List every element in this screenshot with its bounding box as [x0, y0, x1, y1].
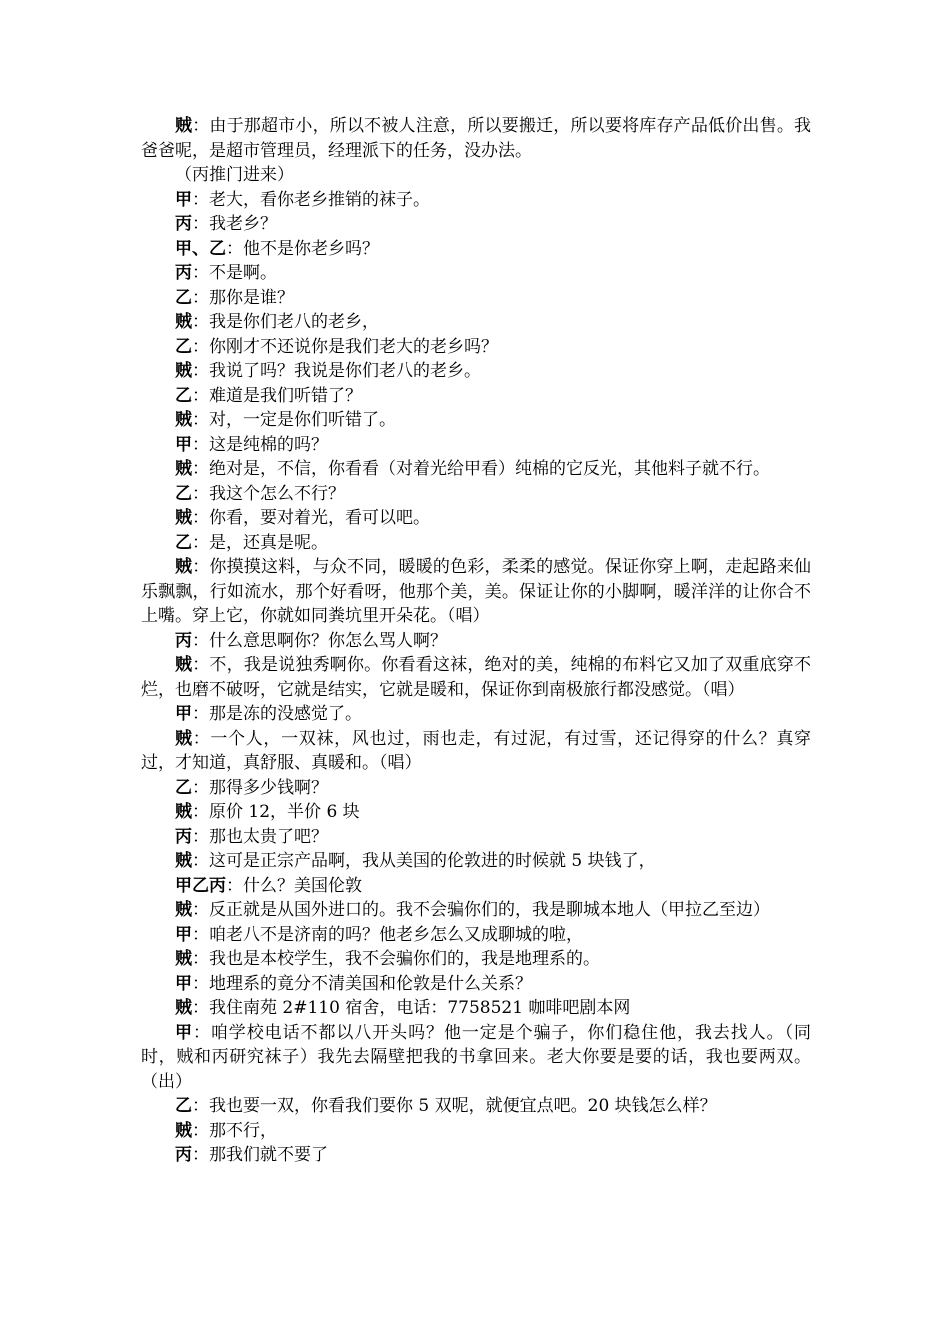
script-line [141, 408, 811, 433]
script-line [141, 800, 811, 825]
speaker-label: 贼 [175, 1120, 192, 1141]
script-line [141, 114, 811, 163]
speaker-label: 甲 [175, 434, 192, 455]
script-line [141, 702, 811, 727]
script-line [141, 947, 811, 972]
line-text: 那我们就不要了 [209, 1145, 328, 1165]
speaker-colon: ： [192, 434, 209, 455]
speaker-colon: ： [192, 655, 210, 675]
speaker-label: 乙 [175, 287, 192, 308]
line-text: 我这个怎么不行？ [209, 483, 345, 504]
script-line [141, 849, 811, 874]
line-text: 他不是你老乡吗？ [243, 238, 379, 259]
speaker-colon: ： [192, 312, 209, 332]
speaker-label: 乙 [175, 777, 192, 798]
speaker-label: 甲 [175, 973, 192, 994]
script-body [141, 114, 811, 1168]
script-line [141, 727, 811, 776]
script-line [141, 972, 811, 997]
speaker-label: 甲 [175, 924, 192, 945]
line-text: 地理系的竟分不清美国和伦敦是什么关系？ [209, 973, 532, 994]
script-line [141, 653, 811, 702]
speaker-colon: ： [192, 410, 209, 430]
speaker-label: 甲 [175, 1022, 193, 1043]
speaker-label: 丙 [175, 1145, 192, 1165]
speaker-colon: ： [192, 385, 209, 406]
script-line [141, 212, 811, 237]
script-line [141, 384, 811, 409]
script-line [141, 1021, 811, 1095]
speaker-label: 贼 [175, 851, 192, 871]
script-line [141, 359, 811, 384]
speaker-label: 甲乙丙 [175, 875, 226, 896]
speaker-label: 贼 [175, 949, 192, 969]
speaker-label: 丙 [175, 826, 192, 847]
script-line [141, 457, 811, 482]
speaker-label: 贼 [175, 998, 192, 1018]
speaker-colon: ： [192, 1096, 209, 1116]
line-text: 那是冻的没感觉了。 [209, 704, 362, 724]
speaker-label: 贼 [175, 802, 192, 822]
speaker-colon: ： [192, 973, 209, 994]
speaker-colon: ： [192, 998, 209, 1018]
line-text: 我住南苑 2#110 宿舍，电话：7758521 咖啡吧剧本网 [209, 998, 631, 1018]
script-line [141, 898, 811, 923]
speaker-colon: ： [192, 1022, 211, 1043]
line-text: 绝对是，不信，你看看（对着光给甲看）纯棉的它反光，其他料子就不行。 [209, 459, 770, 479]
line-text: 那也太贵了吧？ [209, 826, 328, 847]
speaker-colon: ： [192, 802, 209, 822]
line-text: 难道是我们听错了？ [209, 385, 362, 406]
speaker-colon: ： [192, 189, 209, 210]
speaker-label: 贼 [175, 116, 193, 136]
speaker-colon: ： [192, 1120, 209, 1141]
speaker-label: 贼 [175, 728, 193, 749]
script-line [141, 286, 811, 311]
line-text: 你摸摸这料，与众不同，暖暖的色彩，柔柔的感觉。保证你穿上啊，走起路来仙乐飘飘，行如流水，那个好看呀，他那个美，美。保证让你的小脚啊，暖洋洋的让你合不上嘴。穿上它，你就如同粪坑里开朵花。（唱） [141, 557, 812, 626]
speaker-label: 贼 [175, 312, 192, 332]
script-line [141, 506, 811, 531]
speaker-label: 甲 [175, 189, 192, 210]
speaker-label: 贼 [175, 410, 192, 430]
speaker-colon: ： [192, 851, 209, 871]
speaker-colon: ： [192, 459, 209, 479]
script-line [141, 261, 811, 286]
line-text: 我也是本校学生，我不会骗你们的，我是地理系的。 [209, 949, 600, 969]
speaker-label: 丙 [175, 630, 192, 651]
script-line [141, 482, 811, 507]
script-line [141, 629, 811, 654]
script-line [141, 531, 811, 556]
speaker-colon: ： [192, 728, 211, 749]
speaker-label: 贼 [175, 508, 192, 528]
script-line [141, 996, 811, 1021]
speaker-colon: ： [192, 924, 209, 945]
speaker-colon: ： [192, 361, 209, 381]
script-line [141, 1094, 811, 1119]
script-line [141, 923, 811, 948]
speaker-label: 丙 [175, 214, 192, 234]
speaker-colon: ： [192, 336, 209, 357]
speaker-label: 乙 [175, 336, 192, 357]
speaker-colon: ： [192, 116, 210, 136]
line-text: 这可是正宗产品啊，我从美国的伦敦进的时候就 5 块钱了， [209, 851, 656, 871]
speaker-colon: ： [192, 508, 209, 528]
speaker-label: 贼 [175, 655, 193, 675]
speaker-colon: ： [192, 214, 209, 234]
speaker-colon: ： [192, 557, 210, 577]
speaker-colon: ： [226, 875, 243, 896]
line-text: 对，一定是你们听错了。 [209, 410, 396, 430]
line-text: 由于那超市小，所以不被人注意，所以要搬迁，所以要将库存产品低价出售。我爸爸呢，是超市管理员，经理派下的任务，没办法。 [141, 116, 812, 161]
speaker-label: 乙 [175, 532, 192, 553]
line-text: 那得多少钱啊？ [209, 777, 328, 798]
line-text: 什么？美国伦敦 [243, 875, 362, 896]
line-text: 我是你们老八的老乡， [209, 312, 379, 332]
speaker-label: 乙 [175, 483, 192, 504]
speaker-label: 乙 [175, 385, 192, 406]
script-line [141, 874, 811, 899]
script-line [141, 237, 811, 262]
speaker-label: 贼 [175, 900, 192, 920]
script-line [141, 1143, 811, 1168]
speaker-colon: ： [192, 949, 209, 969]
script-line [141, 310, 811, 335]
speaker-colon: ： [192, 483, 209, 504]
script-line [141, 433, 811, 458]
line-text: 原价 12，半价 6 块 [209, 802, 360, 822]
script-line [141, 163, 811, 188]
speaker-colon: ： [192, 287, 209, 308]
speaker-colon: ： [192, 263, 209, 283]
line-text: 这是纯棉的吗？ [209, 434, 328, 455]
line-text: 我老乡？ [209, 214, 277, 234]
line-text: 咱老八不是济南的吗？他老乡怎么又成聊城的啦， [209, 924, 583, 945]
line-text: 我也要一双，你看我们要你 5 双呢，就便宜点吧。20 块钱怎么样？ [209, 1096, 717, 1116]
line-text: 不是啊。 [209, 263, 277, 283]
line-text: 那你是谁？ [209, 287, 294, 308]
line-text: 你看，要对着光，看可以吧。 [209, 508, 430, 528]
speaker-label: 贼 [175, 459, 192, 479]
script-line [141, 188, 811, 213]
script-line [141, 825, 811, 850]
script-line [141, 1119, 811, 1144]
line-text: 你刚才不还说你是我们老大的老乡吗？ [209, 336, 498, 357]
line-text: 反正就是从国外进口的。我不会骗你们的，我是聊城本地人（甲拉乙至边） [209, 900, 770, 920]
speaker-label: 贼 [175, 361, 192, 381]
script-line [141, 555, 811, 629]
script-line [141, 335, 811, 360]
line-text: 是，还真是呢。 [209, 532, 328, 553]
line-text: 一个人，一双袜，风也过，雨也走，有过泥，有过雪，还记得穿的什么？真穿过，才知道，真舒服、真暖和。（唱） [141, 728, 812, 773]
line-text: 什么意思啊你？你怎么骂人啊？ [209, 630, 447, 651]
speaker-label: 甲、乙 [175, 238, 226, 259]
script-line [141, 776, 811, 801]
line-text: 我说了吗？我说是你们老八的老乡。 [209, 361, 481, 381]
speaker-colon: ： [192, 704, 209, 724]
speaker-colon: ： [192, 900, 209, 920]
speaker-colon: ： [226, 238, 243, 259]
speaker-colon: ： [192, 630, 209, 651]
line-text: （丙推门进来） [175, 165, 294, 185]
line-text: 那不行， [209, 1120, 277, 1141]
speaker-label: 甲 [175, 704, 192, 724]
speaker-colon: ： [192, 826, 209, 847]
speaker-colon: ： [192, 532, 209, 553]
speaker-label: 贼 [175, 557, 193, 577]
speaker-label: 乙 [175, 1096, 192, 1116]
speaker-colon: ： [192, 1145, 209, 1165]
speaker-colon: ： [192, 777, 209, 798]
line-text: 不，我是说独秀啊你。你看看这袜，绝对的美，纯棉的布料它又加了双重底穿不烂，也磨不破呀，它就是结实，它就是暖和，保证你到南极旅行都没感觉。（唱） [141, 655, 812, 700]
speaker-label: 丙 [175, 263, 192, 283]
line-text: 老大，看你老乡推销的袜子。 [209, 189, 430, 210]
line-text: 咱学校电话不都以八开头吗？他一定是个骗子，你们稳住他，我去找人。（同时，贼和丙研究袜子）我先去隔壁把我的书拿回来。老大你要是要的话，我也要两双。（出） [141, 1022, 812, 1092]
